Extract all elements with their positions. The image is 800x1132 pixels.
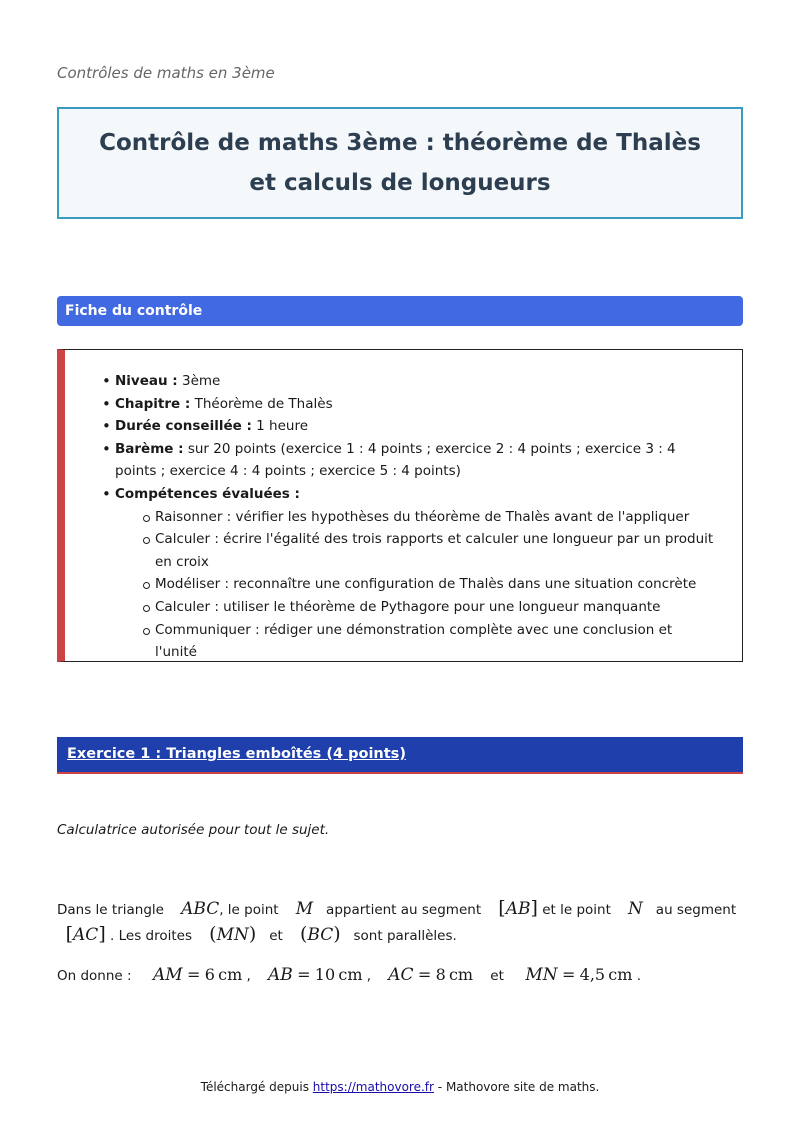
math-point-m: M [295, 899, 314, 919]
fiche-item-duree: • Durée conseillée : 1 heure [105, 415, 715, 438]
math-line-bc: BC [307, 925, 334, 945]
math-segment-ab: AB [505, 899, 531, 919]
fiche-item-chapitre: • Chapitre : Théorème de Thalès [105, 393, 715, 416]
competence-item: Calculer : écrire l'égalité des trois rapports et calculer une longueur par un produit en croix [145, 528, 715, 573]
document-title: Contrôle de maths 3ème : théorème de Thalès et calculs de longueurs [99, 130, 701, 196]
math-ac-val: 8 [435, 965, 446, 984]
math-mn-val: 4,5 [579, 965, 606, 984]
fiche-item-niveau: • Niveau : 3ème [105, 370, 715, 393]
mathovore-link[interactable]: https://mathovore.fr [312, 1080, 434, 1094]
math-point-n: N [628, 899, 643, 919]
competence-item: Modéliser : reconnaître une configuration de Thalès dans une situation concrète [145, 573, 715, 596]
competence-item: Communiquer : rédiger une démonstration complète avec une conclusion et l'unité [145, 619, 715, 664]
math-segment-ac: AC [73, 925, 99, 945]
competence-item: Raisonner : vérifier les hypothèses du théorème de Thalès avant de l'appliquer [145, 506, 715, 529]
math-line-mn: MN [216, 925, 249, 945]
math-mn-var: MN [525, 965, 558, 985]
fiche-list [105, 370, 715, 664]
competence-item: Calculer : utiliser le théorème de Pythagore pour une longueur manquante [145, 596, 715, 619]
fiche-header: Fiche du contrôle [57, 296, 743, 326]
math-triangle-abc: ABC [181, 899, 220, 919]
fiche-item-competences: • Compétences évaluées : Raisonner : vérifier les hypothèses du théorème de Thalès avant de l'appliquer Calculer : écrire l'égalité des trois rapports et calculer une longueur par un produit en croix Modéliser : reconnaître une configuration de Thalès dans une situation concrète Calculer : utiliser le théorème de Pythagore pour une longueur manquante Communiquer : rédiger une démonstration complète avec une conclusion et l'unité [105, 483, 715, 664]
math-ab-var: AB [268, 965, 293, 985]
calculator-note: Calculatrice autorisée pour tout le sujet. [57, 822, 330, 838]
exercise1-header: Exercice 1 : Triangles emboîtés (4 points) [57, 737, 743, 774]
competences-list [145, 506, 715, 664]
exercise1-statement: Dans le triangle ABC, le point M appartient au segment [AB] et le point N au segment [AC] . Les droites (MN) et (BC) sont parallèles. [57, 897, 737, 945]
fiche-item-bareme: • Barème : sur 20 points (exercice 1 : 4 points ; exercice 2 : 4 points ; exercice 3 : 4 points ; exercice 4 : 4 points ; exercice 5 : 4 points) [105, 438, 715, 483]
title-box [57, 107, 743, 219]
math-am-var: AM [153, 965, 183, 985]
document-supertitle: Contrôles de maths en 3ème [57, 64, 275, 82]
fiche-box [57, 349, 743, 662]
math-ab-val: 10 [314, 965, 336, 984]
page-footer: Téléchargé depuis https://mathovore.fr - Mathovore site de maths. [200, 1080, 600, 1094]
math-ac-var: AC [388, 965, 414, 985]
math-am-val: 6 [204, 965, 215, 984]
exercise1-data: On donne : AM = 6 cm , AB = 10 cm , AC = 8 cm et MN = 4,5 cm . [57, 965, 642, 985]
